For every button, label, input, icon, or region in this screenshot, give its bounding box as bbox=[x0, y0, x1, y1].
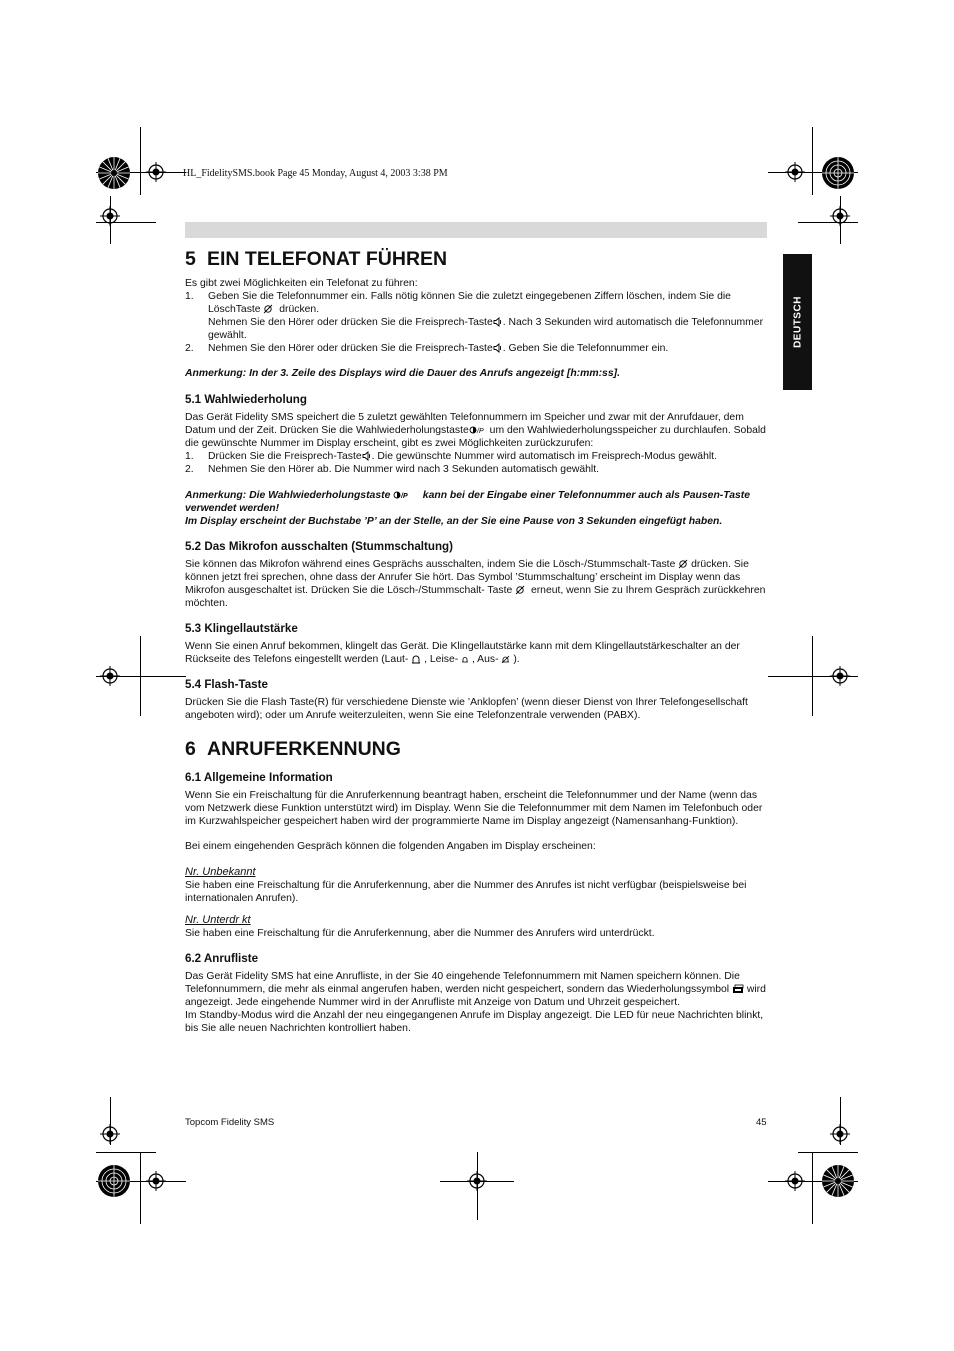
section-5-1-note: Anmerkung: Die Wahlwiederholungstaste /P kann bei der Eingabe einer Telefonnummer auch als Pausen-Taste verwendet werden! bbox=[185, 490, 751, 514]
bell-loud-icon bbox=[411, 654, 421, 665]
page-number: 45 bbox=[756, 1117, 767, 1128]
section-5-3-heading: 5.3 Klingellautstärke bbox=[185, 622, 298, 635]
section-5-intro: Es gibt zwei Möglichkeiten ein Telefonat zu führen: bbox=[185, 278, 418, 289]
section-5-1-paragraph: Das Gerät Fidelity SMS speichert die 5 zuletzt gewählten Telefonnummern im Speicher und zwar mit der Anrufdauer, dem Datum und der Zeit. Drücken Sie die Wahlwiederholungstaste /P um den Wahlwiederholungsspeicher zu durchlaufen. Sobald die gewünschte Nummer im Display erscheint, gibt es zwei Möglichkeiten zurückzurufen: bbox=[185, 412, 766, 449]
list-item: 2. Nehmen Sie den Hörer oder drücken Sie die Freisprech-Taste . Geben Sie die Telefonnummer ein. bbox=[185, 343, 669, 354]
registration-mark-icon bbox=[785, 1171, 805, 1191]
list-item: Nehmen Sie den Hörer oder drücken Sie die Freisprech-Taste . Nach 3 Sekunden wird automatisch die Telefonnummer gewählt. bbox=[208, 317, 764, 341]
title-bar bbox=[185, 222, 767, 238]
registration-mark-icon bbox=[830, 666, 850, 686]
list-item: 1. Drücken Sie die Freisprech-Taste . Die gewünschte Nummer wird automatisch im Freisprech-Modus gewählt. bbox=[185, 451, 717, 462]
svg-text:/P: /P bbox=[401, 493, 408, 501]
list-item: 2. Nehmen Sie den Hörer ab. Die Nummer wird nach 3 Sekunden automatisch gewählt. bbox=[185, 464, 600, 475]
star-target-icon bbox=[97, 156, 131, 190]
speaker-key-icon bbox=[493, 317, 503, 327]
redial-key-icon bbox=[393, 490, 411, 500]
registration-mark-icon bbox=[785, 162, 805, 182]
print-header-stamp: HL_FidelitySMS.book Page 45 Monday, August 4, 2003 3:38 PM bbox=[183, 168, 448, 179]
section-5-note: Anmerkung: In der 3. Zeile des Displays wird die Dauer des Anrufs angezeigt [h:mm:ss]. bbox=[185, 368, 620, 379]
section-6-1-paragraph-2: Bei einem eingehenden Gespräch können die folgenden Angaben im Display erscheinen: bbox=[185, 841, 596, 852]
registration-mark-icon bbox=[146, 1171, 166, 1191]
star-target-icon bbox=[821, 1164, 855, 1198]
crop-line bbox=[96, 1152, 156, 1153]
crop-line bbox=[140, 1152, 141, 1224]
section-6-2-heading: 6.2 Anrufliste bbox=[185, 952, 259, 965]
redial-key-icon bbox=[469, 425, 487, 435]
delete-key-icon bbox=[515, 585, 525, 595]
footer-product-name: Topcom Fidelity SMS bbox=[185, 1117, 275, 1128]
bell-off-icon bbox=[501, 655, 510, 664]
section-5-heading: 5 EIN TELEFONAT FÜHREN bbox=[185, 248, 448, 270]
registration-mark-icon bbox=[467, 1171, 487, 1191]
caller-id-label-withheld: Nr. Unterdr kt bbox=[185, 914, 251, 926]
section-6-1-heading: 6.1 Allgemeine Information bbox=[185, 771, 333, 784]
caller-id-desc-withheld: Sie haben eine Freischaltung für die Anruferkennung, aber die Nummer des Anrufers wird unterdrückt. bbox=[185, 928, 655, 939]
section-5-2-heading: 5.2 Das Mikrofon ausschalten (Stummschaltung) bbox=[185, 540, 453, 553]
registration-mark-icon bbox=[830, 206, 850, 226]
caller-id-label-unknown: Nr. Unbekannt bbox=[185, 866, 256, 878]
crop-line bbox=[140, 127, 141, 195]
section-6-2-paragraph-2: Im Standby-Modus wird die Anzahl der neu eingegangenen Anrufe im Display angezeigt. Die LED für neue Nachrichten blinkt, bis Sie alle neuen Nachrichten kontrolliert haben. bbox=[185, 1010, 764, 1034]
registration-mark-icon bbox=[100, 1124, 120, 1144]
registration-mark-icon bbox=[100, 666, 120, 686]
registration-mark-icon bbox=[830, 1124, 850, 1144]
section-6-1-paragraph: Wenn Sie ein Freischaltung für die Anruferkennung beantragt haben, erscheint die Telefonnummer und der Name (wenn das vom Netzwerk diese Funktion unterstützt wird) im Display. Wenn Sie die Telefonnummer mit dem Namen im Telefonbuch oder im Kurzwahlspeicher gespeichert haben wird der programmierte Name im Display angezeigt (Namensanhang-Funktion). bbox=[185, 790, 763, 827]
speaker-key-icon bbox=[362, 451, 372, 461]
registration-mark-icon bbox=[146, 162, 166, 182]
page-content bbox=[185, 246, 767, 1035]
section-5-4-paragraph: Drücken Sie die Flash Taste(R) für verschiedene Dienste wie ’Anklopfen’ (wenn dieser Dienst von Ihrer Telefongesellschaft angeboten wird); oder um Anrufe weiterzuleiten, wenn Sie eine Telefonzentrale verwenden (PABX). bbox=[185, 697, 748, 721]
star-target-icon bbox=[97, 1164, 131, 1198]
crop-line bbox=[812, 1152, 813, 1224]
section-6-heading: 6 ANRUFERKENNUNG bbox=[185, 738, 401, 760]
delete-key-icon bbox=[263, 304, 273, 314]
star-target-icon bbox=[821, 156, 855, 190]
section-5-1-heading: 5.1 Wahlwiederholung bbox=[185, 393, 307, 406]
bell-soft-icon bbox=[461, 655, 469, 664]
crop-line bbox=[812, 127, 813, 195]
crop-line bbox=[798, 1152, 858, 1153]
list-item: 1. Geben Sie die Telefonnummer ein. Falls nötig können Sie die zuletzt eingegebenen Ziffern löschen, indem Sie die LöschTaste drücken. bbox=[185, 291, 731, 315]
language-tab-label: DEUTSCH bbox=[792, 296, 803, 348]
section-5-2-paragraph: Sie können das Mikrofon während eines Gesprächs ausschalten, indem Sie die Lösch-/Stummschalt-Taste drücken. Sie können jetzt frei sprechen, ohne dass der Anrufer Sie hört. Das Symbol ’Stummschaltung’ erscheint im Display wenn das Mikrofon ausgeschaltet ist. Drücken Sie die Lösch-/Stummschalt- Taste erneut, wenn Sie zu Ihrem Gespräch zurückkehren möchten. bbox=[185, 559, 766, 609]
repeat-symbol-icon bbox=[732, 984, 744, 994]
language-tab bbox=[783, 254, 812, 390]
section-6-2-paragraph: Das Gerät Fidelity SMS hat eine Anrufliste, in der Sie 40 eingehende Telefonnummern mit Namen speichern können. Die Telefonnummern, die mehr als einmal angerufen haben, werden nicht gespeichert, sondern das Wiederholungssymbol wird angezeigt. Jede eingehende Nummer wird in der Anrufliste mit Anzeige von Datum und Uhrzeit gespeichert. bbox=[185, 971, 766, 1008]
section-5-3-paragraph: Wenn Sie einen Anruf bekommen, klingelt das Gerät. Die Klingellautstärke kann mit dem Klingellautstärkeschalter an der Rückseite des Telefons eingestellt werden (Laut- , Leise- , Aus- ). bbox=[185, 641, 740, 665]
svg-text:/P: /P bbox=[476, 428, 484, 436]
section-5-1-note-2: Im Display erscheint der Buchstabe ’P’ an der Stelle, an der Sie eine Pause von 3 Sekunden eingefügt haben. bbox=[185, 516, 723, 527]
registration-mark-icon bbox=[100, 206, 120, 226]
caller-id-desc-unknown: Sie haben eine Freischaltung für die Anruferkennung, aber die Nummer des Anrufes ist nicht verfügbar (beispielsweise bei internationalen Anrufen). bbox=[185, 880, 747, 904]
speaker-key-icon bbox=[493, 343, 503, 353]
section-5-4-heading: 5.4 Flash-Taste bbox=[185, 678, 268, 691]
delete-key-icon bbox=[678, 559, 688, 569]
